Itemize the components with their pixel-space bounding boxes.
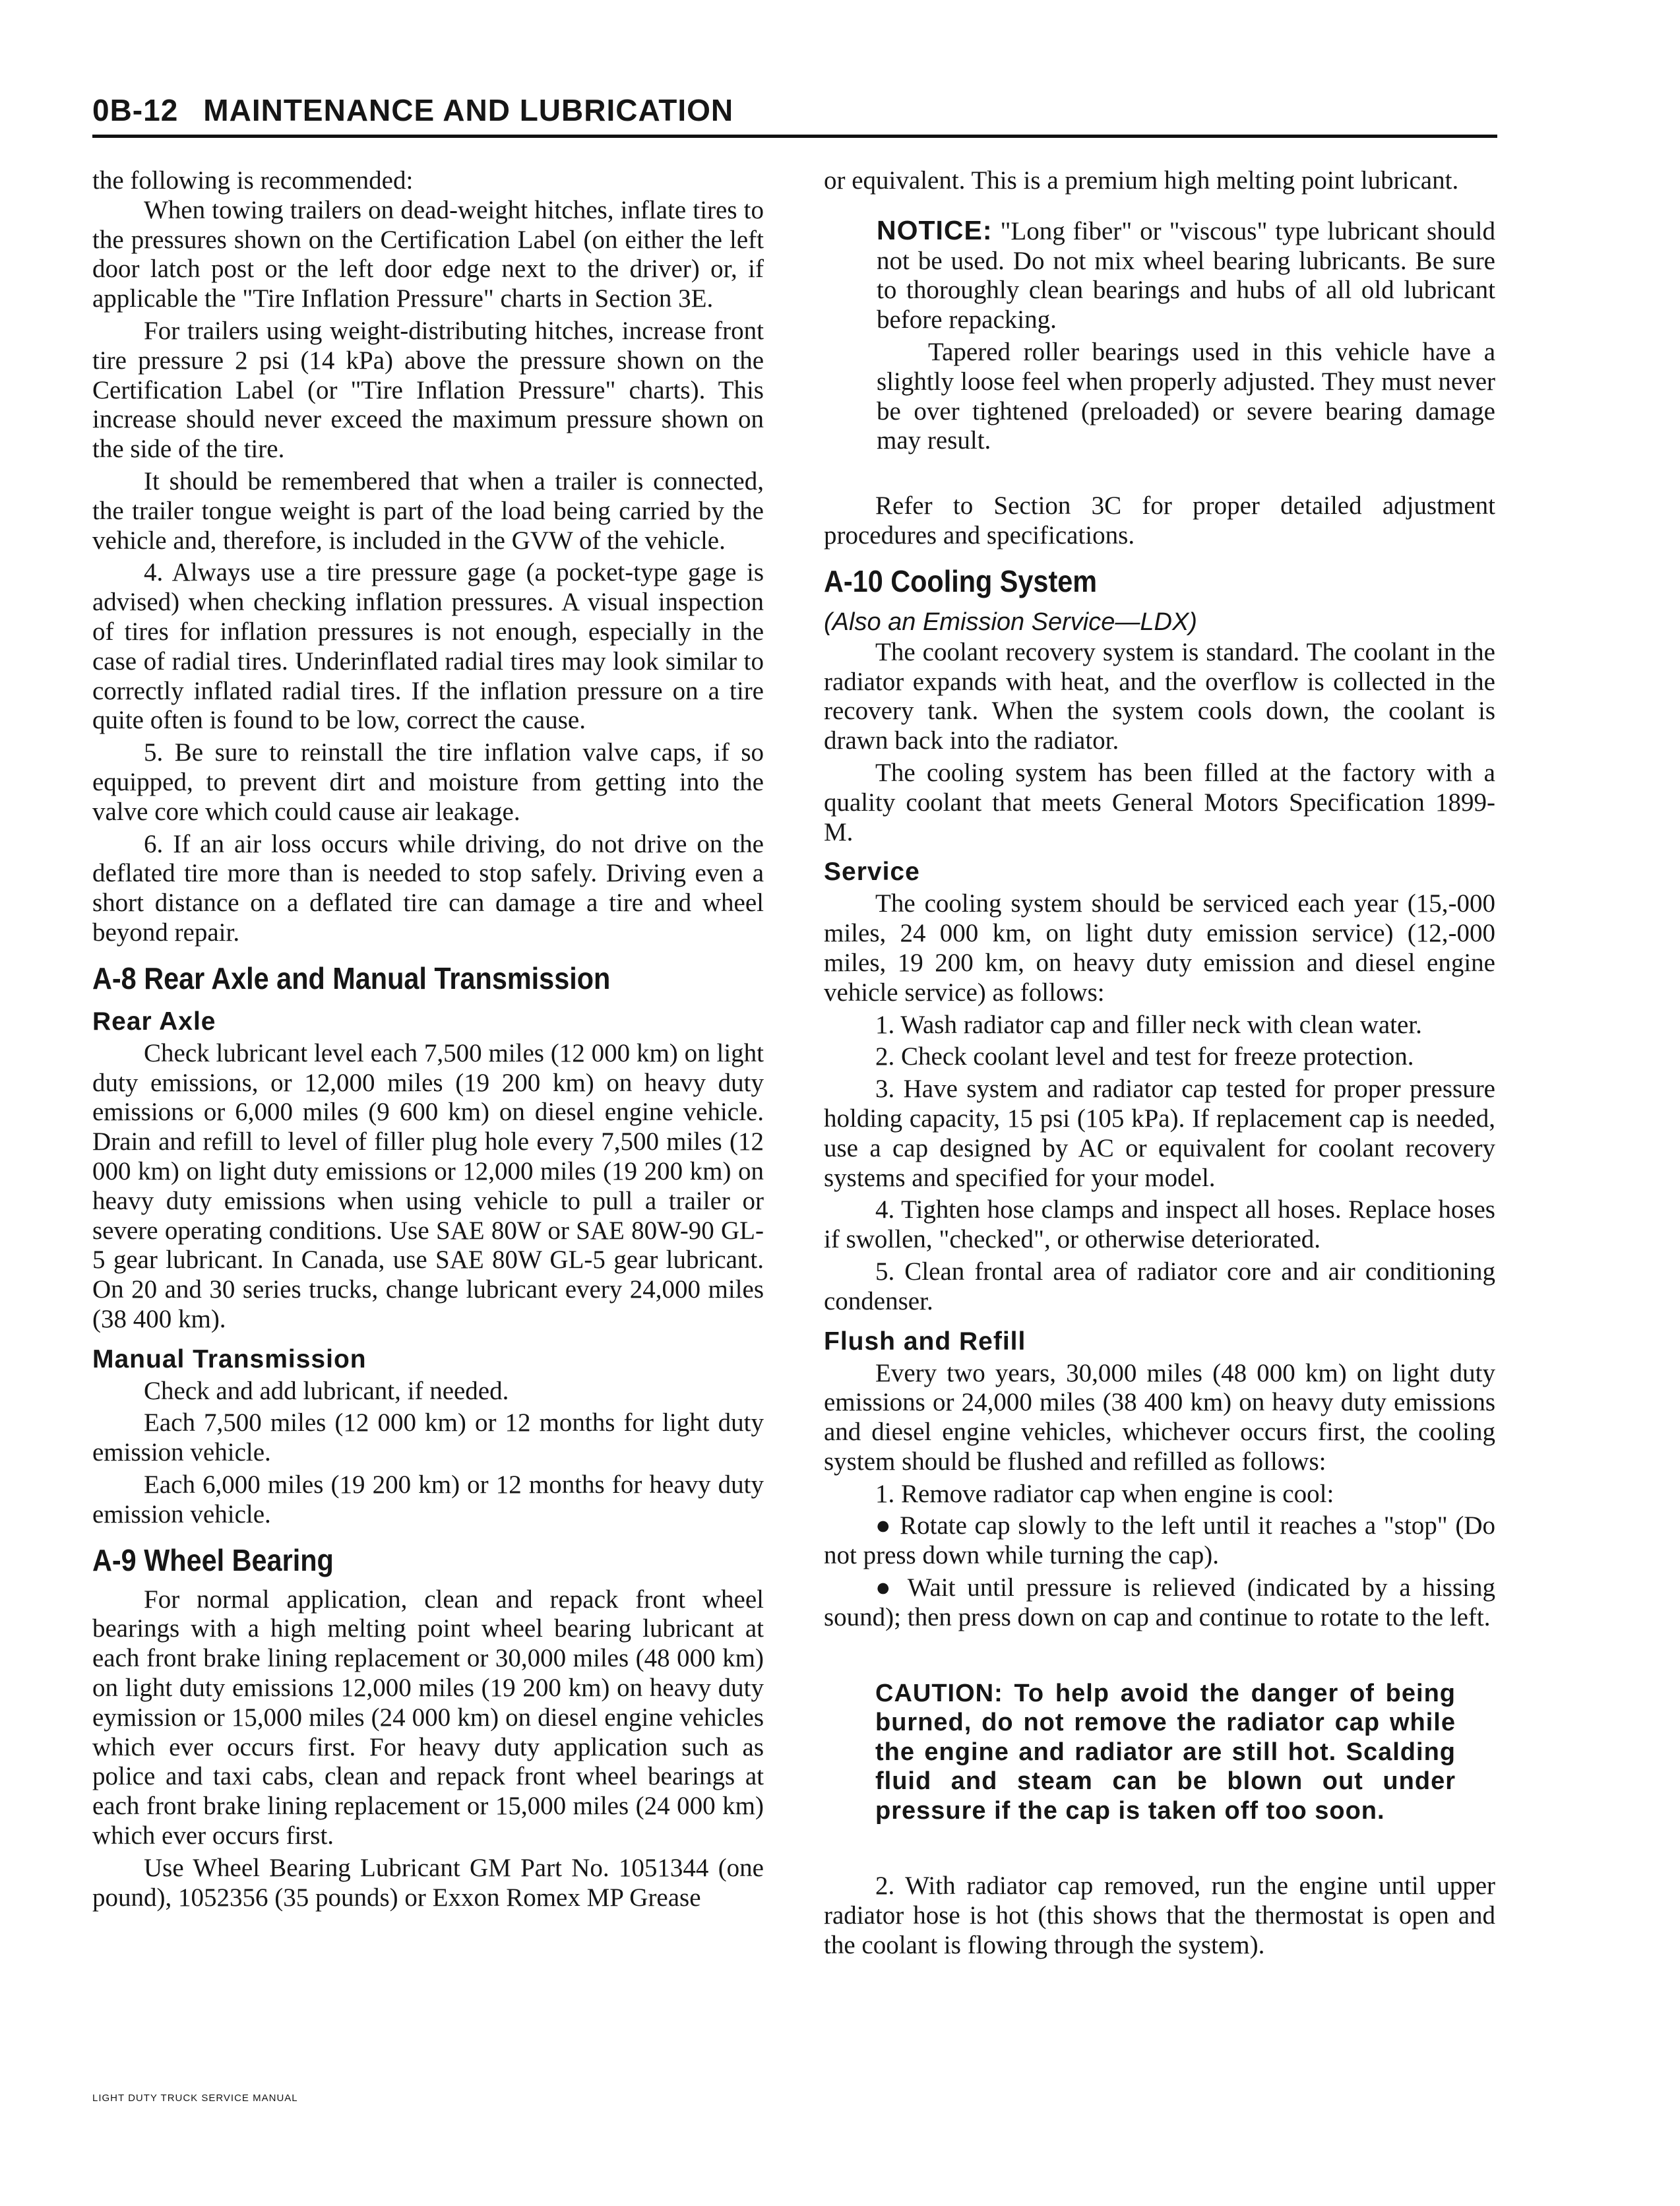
list-item: 1. Remove radiator cap when engine is cool: (875, 1479, 1334, 1508)
notice-block (877, 216, 1495, 335)
bullet-item: ● Rotate cap slowly to the left until it reaches a "stop" (Do not press down while turning the cap). (824, 1511, 1495, 1570)
paragraph: Check lubricant level each 7,500 miles (12 000 km) on light duty emissions, or 12,000 miles (19 200 km) on heavy duty emissions or 6,000 miles (9 600 km) on diesel engine vehicle. Drain and refill to level of filler plug hole every 7,500 miles (12 000 km) on light duty emissions or 12,000 miles (19 200 km) on heavy duty emissions when using vehicle to pull a trailer or severe operating conditions. Use SAE 80W or SAE 80W-90 GL-5 gear lubricant. In Canada, use SAE 80W GL-5 gear lubricant. On 20 and 30 series trucks, change lubricant every 24,000 miles (38 400 km). (92, 1038, 764, 1333)
section-title: MAINTENANCE AND LUBRICATION (203, 93, 734, 127)
subheading-service: Service (824, 858, 920, 887)
paragraph: For trailers using weight-distributing hitches, increase front tire pressure 2 psi (14 kPa) above the pressure shown on the Certification Label (or "Tire Inflation Pressure" charts). This increase should never exceed the maximum pressure shown on the side of the tire. (92, 316, 764, 464)
paragraph: or equivalent. This is a premium high melting point lubricant. (824, 166, 1459, 195)
paragraph: Use Wheel Bearing Lubricant GM Part No. 1051344 (one pound), 1052356 (35 pounds) or Exxon Romex MP Grease (92, 1853, 764, 1912)
paragraph: 6. If an air loss occurs while driving, do not drive on the deflated tire more than is needed to stop safely. Driving even a short distance on a deflated tire can damage a tire and wheel beyond repair. (92, 829, 764, 947)
paragraph: Refer to Section 3C for proper detailed adjustment procedures and specifications. (824, 491, 1495, 550)
paragraph: Every two years, 30,000 miles (48 000 km) on light duty emissions or 24,000 miles (38 400 km) on heavy duty emissions and diesel engine vehicles, whichever occurs first, the cooling system should be flushed and refilled as follows: (824, 1358, 1495, 1476)
list-item: 2. With radiator cap removed, run the engine until upper radiator hose is hot (this shows that the thermostat is open and the coolant is flowing through the system). (824, 1872, 1495, 1959)
subheading-flush-refill: Flush and Refill (824, 1327, 1026, 1356)
page-header (92, 92, 733, 128)
footer: LIGHT DUTY TRUCK SERVICE MANUAL (92, 2093, 298, 2104)
paragraph: 4. Always use a tire pressure gage (a pocket-type gage is advised) when checking inflation pressures. A visual inspection of tires for inflation pressures is not enough, especially in the case of radial tires. Underinflated radial tires may look similar to correctly inflated radial tires. If the inflation pressure on a tire quite often is found to be low, correct the cause. (92, 558, 764, 735)
left-column (92, 166, 764, 1912)
caution-block: CAUTION: To help avoid the danger of being burned, do not remove the radiator cap while the engine and radiator are still hot. Scalding fluid and steam can be blown out under pressure if the cap is taken off too soon. (875, 1679, 1456, 1825)
list-item: 4. Tighten hose clamps and inspect all hoses. Replace hoses if swollen, "checked", or otherwise deteriorated. (824, 1195, 1495, 1254)
paragraph: Each 7,500 miles (12 000 km) or 12 months for light duty emission vehicle. (92, 1408, 764, 1467)
notice-label: NOTICE: (877, 214, 993, 245)
section-heading-a10: A-10 Cooling System (824, 563, 1098, 598)
subheading-manual-transmission: Manual Transmission (92, 1344, 367, 1373)
list-item: 1. Wash radiator cap and filler neck with clean water. (875, 1010, 1422, 1039)
paragraph: For normal application, clean and repack front wheel bearings with a high melting point wheel bearing lubricant at each front brake lining replacement or 30,000 miles (48 000 km) on light duty emissions 12,000 miles (19 200 km) on heavy duty eymission or 15,000 miles (24 000 km) on diesel engine vehicles which ever occurs first. For heavy duty application such as police and taxi cabs, clean and repack front wheel bearings at each front brake lining replacement or 15,000 miles (24 000 km) which ever occurs first. (92, 1585, 764, 1850)
paragraph: The cooling system has been filled at the factory with a quality coolant that meets General Motors Specification 1899-M. (824, 758, 1495, 846)
list-item: 2. Check coolant level and test for freeze protection. (875, 1042, 1414, 1071)
notice-text: "Long fiber" or "viscous" type lubricant should not be used. Do not mix wheel bearing lubricants. Be sure to thoroughly clean bearings and hubs of all old lubricant before repacking. (877, 216, 1495, 334)
list-item: 5. Clean frontal area of radiator core and air conditioning condenser. (824, 1257, 1495, 1315)
section-subtitle: (Also an Emission Service—LDX) (824, 608, 1197, 636)
paragraph: When towing trailers on dead-weight hitches, inflate tires to the pressures shown on the Certification Label (on either the left door latch post or the left door edge next to the driver) or, if applicable the "Tire Inflation Pressure" charts in Section 3E. (92, 195, 764, 313)
paragraph: Tapered roller bearings used in this vehicle have a slightly loose feel when properly adjusted. They must never be over tightened (preloaded) or severe bearing damage may result. (877, 337, 1495, 455)
section-heading-a8: A-8 Rear Axle and Manual Transmission (92, 961, 611, 995)
page-number: 0B-12 (92, 93, 179, 127)
paragraph: The coolant recovery system is standard. The coolant in the radiator expands with heat, and the overflow is collected in the recovery tank. When the system cools down, the coolant is drawn back into the radiator. (824, 637, 1495, 755)
list-item: 3. Have system and radiator cap tested for proper pressure holding capacity, 15 psi (105 kPa). If replacement cap is needed, use a cap designed by AC or equivalent for coolant recovery systems and specified for your model. (824, 1075, 1495, 1192)
paragraph: the following is recommended: (92, 166, 414, 195)
paragraph: The cooling system should be serviced each year (15,-000 miles, 24 000 km, on light duty emission service) (12,-000 miles, 19 200 km, on heavy duty emission and diesel engine vehicle service) as follows: (824, 889, 1495, 1007)
paragraph: It should be remembered that when a trailer is connected, the trailer tongue weight is part of the load being carried by the vehicle and, therefore, is included in the GVW of the vehicle. (92, 466, 764, 555)
paragraph: 5. Be sure to reinstall the tire inflation valve caps, if so equipped, to prevent dirt and moisture from getting into the valve core which could cause air leakage. (92, 738, 764, 826)
header-rule (92, 135, 1497, 138)
right-column (824, 166, 1495, 1961)
subheading-rear-axle: Rear Axle (92, 1007, 216, 1036)
bullet-item: ● Wait until pressure is relieved (indicated by a hissing sound); then press down on cap and continue to rotate to the left. (824, 1573, 1495, 1631)
section-heading-a9: A-9 Wheel Bearing (92, 1542, 334, 1577)
paragraph: Check and add lubricant, if needed. (144, 1376, 509, 1405)
paragraph: Each 6,000 miles (19 200 km) or 12 months for heavy duty emission vehicle. (92, 1470, 764, 1528)
